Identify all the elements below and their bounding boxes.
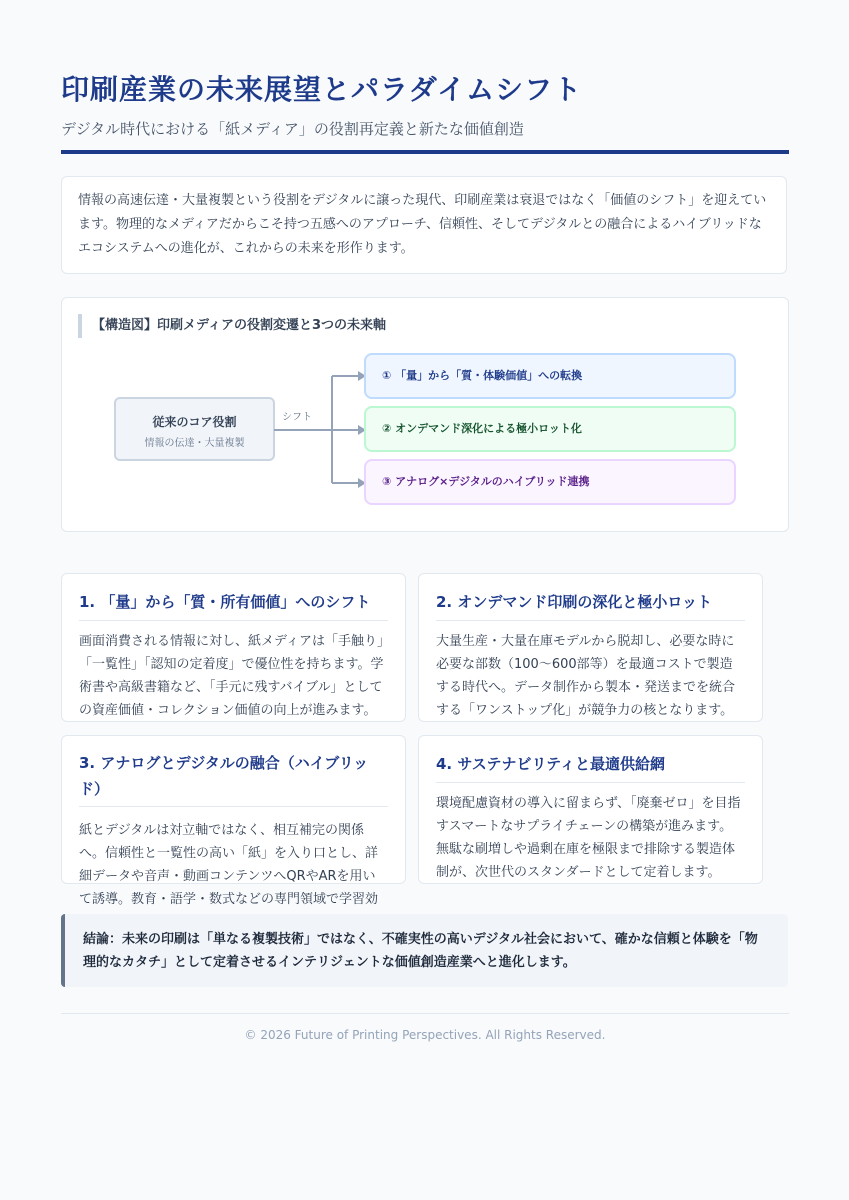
diagram-title: 【構造図】印刷メディアの役割変遷と3つの未来軸 [78, 314, 386, 338]
intro-box [61, 176, 787, 274]
footer-copyright: © 2026 Future of Printing Perspectives. All Rights Reserved. [244, 1028, 606, 1042]
footer-divider [61, 1013, 789, 1014]
shift-connector [274, 368, 366, 493]
card-title: 1. 「量」から「質・所有価値」へのシフト [79, 588, 388, 621]
intro-text: 情報の高速伝達・大量複製という役割をデジタルに譲った現代、印刷産業は衰退ではなく「価値のシフト」を迎えています。物理的なメディアだからこそ持つ五感へのアプローチ、信頼性、そしてデジタルとの融合によるハイブリッドなエコシステムへの進化が、これからの未来を形作ります。 [78, 193, 767, 256]
title-divider [61, 150, 789, 154]
card-title: 4. サステナビリティと最適供給網 [436, 750, 745, 783]
card-sustainability [418, 735, 763, 884]
card-title: 3. アナログとデジタルの融合（ハイブリッド） [79, 750, 388, 807]
core-role-title: 従来のコア役割 [152, 415, 237, 429]
future-axis-1: ① 「量」から「質・体験価値」への転換 [364, 353, 736, 399]
future-axis-2: ② オンデマンド深化による極小ロット化 [364, 406, 736, 452]
card-body: 大量生産・大量在庫モデルから脱却し、必要な時に必要な部数（100〜600部等）を最適コストで製造する時代へ。データ制作から製本・発送までを統合する「ワンストップ化」が競争力の核となります。 [436, 634, 736, 718]
page-title: 印刷産業の未来展望とパラダイムシフト [61, 73, 583, 106]
card-hybrid [61, 735, 406, 907]
conclusion-box [61, 914, 788, 987]
core-role-subtitle: 情報の伝達・大量複製 [144, 438, 245, 449]
page-subtitle: デジタル時代における「紙メディア」の役割再定義と新たな価値創造 [61, 120, 524, 138]
card-body: 環境配慮資材の導入に留まらず、「廃棄ゼロ」を目指すスマートなサプライチェーンの構築が進みます。無駄な刷増しや過剰在庫を極限まで排除する製造体制が、次世代のスタンダードとして定着します。 [436, 796, 741, 880]
card-quality-shift [61, 573, 406, 722]
structure-diagram [61, 297, 789, 532]
card-body: 画面消費される情報に対し、紙メディアは「手触り」「一覧性」「認知の定着度」で優位性を持ちます。学術書や高級書籍など、「手元に残すバイブル」としての資産価値・コレクション価値の向上が進みます。 [79, 634, 384, 718]
shift-label: シフト [282, 412, 312, 423]
card-title: 2. オンデマンド印刷の深化と極小ロット [436, 588, 745, 621]
conclusion-text: 結論：未来の印刷は「単なる複製技術」ではなく、不確実性の高いデジタル社会において、確かな信頼と体験を「物理的なカタチ」として定着させるインテリジェントな価値創造産業へと進化します。 [83, 932, 758, 970]
card-on-demand [418, 573, 763, 722]
future-axis-3: ③ アナログ×デジタルのハイブリッド連携 [364, 459, 736, 505]
core-role-box [114, 397, 275, 461]
card-body: 紙とデジタルは対立軸ではなく、相互補完の関係へ。信頼性と一覧性の高い「紙」を入り口とし、詳細データや音声・動画コンテンツへQRやARを用いて誘導。教育・語学・数式などの専門領域で学習効 [79, 823, 379, 907]
